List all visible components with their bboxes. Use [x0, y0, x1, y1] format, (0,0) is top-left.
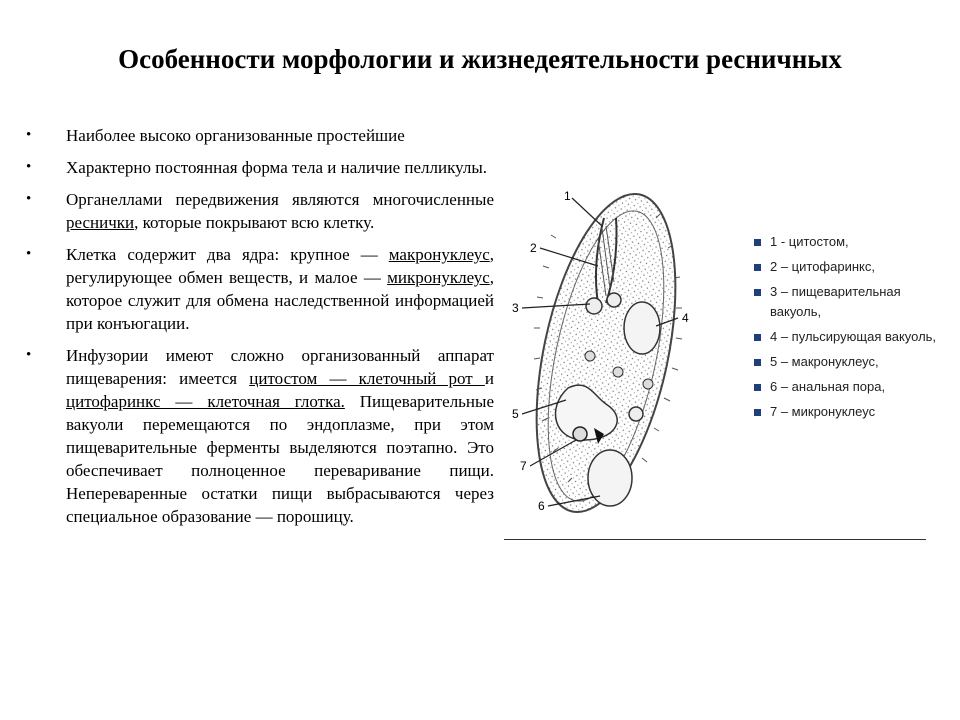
bullet-marker: •	[26, 347, 32, 363]
bullet-marker: •	[26, 246, 32, 262]
figure-underline	[504, 539, 926, 540]
contractile-vacuole	[624, 302, 660, 354]
food-vacuole	[607, 293, 621, 307]
callout-7: 7	[520, 459, 527, 473]
bullet-text: , которое служит для обмена наследственной информацией при конъюгации.	[66, 268, 494, 333]
legend-item	[752, 377, 942, 397]
legend-text: 6 – анальная пора,	[770, 379, 886, 394]
legend-marker	[754, 409, 761, 416]
callout-2: 2	[530, 241, 537, 255]
term-cilia: реснички	[66, 213, 135, 232]
legend-marker	[754, 384, 761, 391]
bullet-item	[24, 344, 494, 528]
term-cytostome: цитостом — клеточный рот	[249, 369, 485, 388]
bullet-item	[24, 243, 494, 335]
bullet-text: Наиболее высоко организованные простейшие	[66, 126, 405, 145]
legend-item	[752, 282, 942, 322]
bullet-text: Клетка содержит два ядра: крупное —	[66, 245, 389, 264]
bullet-text: Характерно постоянная форма тела и наличие пелликулы.	[66, 158, 488, 177]
callout-4: 4	[682, 311, 689, 325]
legend-item	[752, 352, 942, 372]
legend-text: 5 – макронуклеус,	[770, 354, 879, 369]
bullet-text: Пищеварительные вакуоли перемещаются по эндоплазме, при этом пищеварительные ферменты выделяются поэтапно. Это обеспечивает полноценное переваривание пищи. Непереваренные остатки пищи выбрасываются через специальное образование — порошицу.	[66, 392, 494, 526]
legend-text: 1 - цитостом,	[770, 234, 849, 249]
legend-text: 3 – пищеварительная вакуоль,	[770, 284, 901, 319]
callout-3: 3	[512, 301, 519, 315]
legend-text: 2 – цитофаринкс,	[770, 259, 875, 274]
bullet-text: и	[484, 369, 494, 388]
callout-5: 5	[512, 407, 519, 421]
callout-6: 6	[538, 499, 545, 513]
bullet-marker: •	[26, 191, 32, 207]
bullet-marker: •	[26, 159, 32, 175]
bullet-text: , регулирующее обмен веществ, и малое —	[66, 245, 494, 287]
legend-item	[752, 402, 942, 422]
legend-item	[752, 327, 942, 347]
slide-title: Особенности морфологии и жизнедеятельности ресничных	[118, 44, 842, 74]
bullet-text: , которые покрывают всю клетку.	[134, 213, 375, 232]
term-micronucleus: микронуклеус	[387, 268, 490, 287]
micronucleus	[573, 427, 587, 441]
figure-legend	[752, 232, 942, 427]
bullet-item	[24, 156, 494, 179]
legend-marker	[754, 359, 761, 366]
legend-text: 4 – пульсирующая вакуоль,	[770, 329, 937, 344]
term-cytopharynx: цитофаринкс — клеточная глотка.	[66, 392, 345, 411]
legend-marker	[754, 289, 761, 296]
legend-marker	[754, 239, 761, 246]
food-vacuole	[629, 407, 643, 421]
legend-marker	[754, 264, 761, 271]
bullet-text: Инфузории имеют сложно организованный аппарат пищеварения: имеется	[66, 346, 494, 388]
bullet-list	[24, 124, 494, 537]
bullet-text: Органеллами передвижения являются многочисленные	[66, 190, 494, 209]
legend-item	[752, 232, 942, 252]
legend-marker	[754, 334, 761, 341]
bullet-item	[24, 124, 494, 147]
legend-text: 7 – микронуклеус	[770, 404, 876, 419]
legend-item	[752, 257, 942, 277]
food-vacuole	[585, 351, 595, 361]
term-macronucleus: макронуклеус	[388, 245, 490, 264]
callout-1: 1	[564, 189, 571, 203]
food-vacuole	[586, 298, 602, 314]
food-vacuole	[613, 367, 623, 377]
bullet-item	[24, 188, 494, 234]
bullet-marker: •	[26, 127, 32, 143]
food-vacuole	[643, 379, 653, 389]
